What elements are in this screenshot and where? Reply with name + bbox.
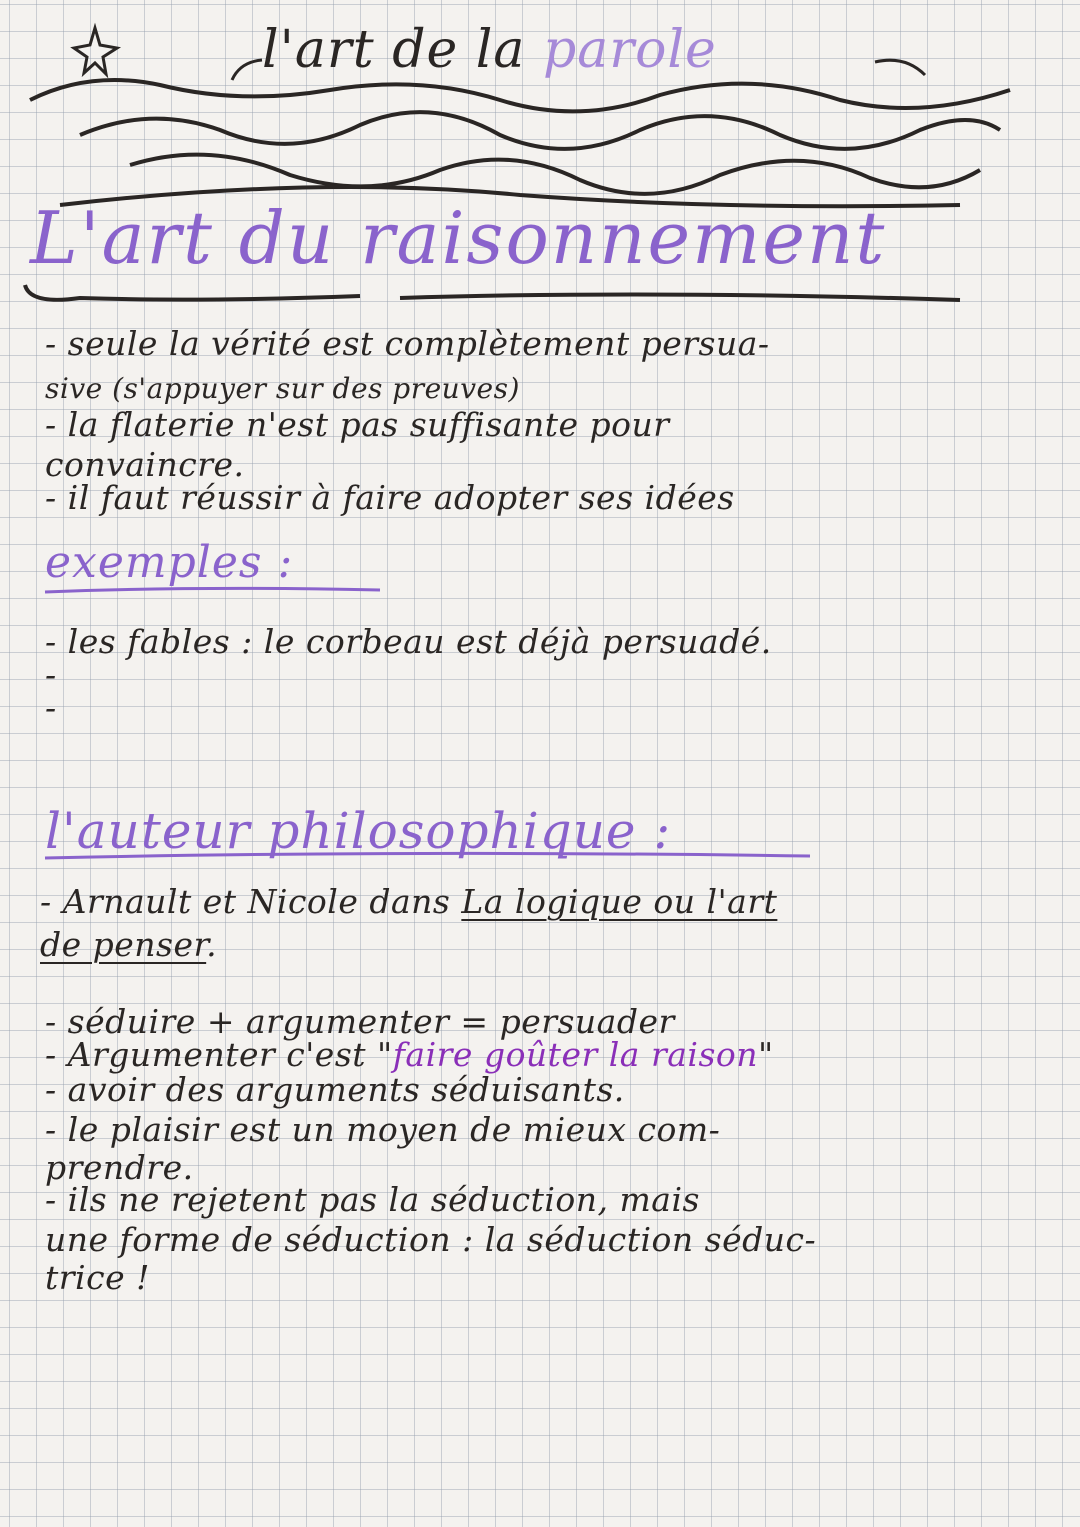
page-title — [262, 20, 717, 80]
text-line-quote — [45, 1035, 774, 1074]
title-right-arc — [875, 60, 925, 75]
text-line: - la flaterie n'est pas suffisante pour — [45, 405, 670, 444]
text-line-intro-cont — [40, 925, 217, 964]
text-line: - le plaisir est un moyen de mieux com- — [45, 1110, 721, 1149]
text-line: - avoir des arguments séduisants. — [45, 1070, 625, 1109]
example-item: - — [45, 688, 57, 727]
book-title: La logique ou l'art — [461, 882, 778, 921]
intro-suffix: . — [206, 925, 218, 964]
title-part2: parole — [542, 20, 717, 80]
quote-suffix: " — [758, 1035, 774, 1074]
text-line: - ils ne rejetent pas la séduction, mais — [45, 1180, 700, 1219]
text-line: - séduire + argumenter = persuader — [45, 1002, 675, 1041]
section-heading-auteur: l'auteur philosophique : — [45, 802, 672, 860]
example-item: - — [45, 655, 57, 694]
exemples-underline — [45, 588, 380, 592]
heading-frame-bottom-left — [25, 285, 360, 300]
heading-frame-bottom-right — [400, 294, 960, 300]
wave-line-middle — [80, 112, 1000, 149]
text-line: trice ! — [45, 1258, 150, 1297]
quote-text: faire goûter la raison — [392, 1035, 759, 1074]
wave-line-top — [30, 80, 1010, 111]
text-line: une forme de séduction : la séduction séduc- — [45, 1220, 817, 1259]
intro-prefix: - Arnault et Nicole dans — [40, 882, 462, 921]
text-line: - seule la vérité est complètement persua- — [45, 324, 770, 363]
text-line: prendre. — [45, 1148, 194, 1187]
title-left-arc — [232, 60, 262, 80]
text-line-intro — [40, 882, 777, 921]
text-line: sive (s'appuyer sur des preuves) — [45, 372, 520, 405]
text-line: convaincre. — [45, 445, 245, 484]
book-title-cont: de penser — [40, 925, 207, 964]
star-doodle — [74, 28, 117, 74]
section-heading-raisonnement: L'art du raisonnement — [30, 196, 887, 280]
example-item: - les fables : le corbeau est déjà persuadé. — [45, 622, 772, 661]
text-line: - il faut réussir à faire adopter ses idées — [45, 478, 735, 517]
examples-heading: exemples : — [45, 537, 294, 588]
quote-prefix: - Argumenter c'est " — [45, 1035, 393, 1074]
title-part1: l'art de la — [262, 20, 543, 80]
